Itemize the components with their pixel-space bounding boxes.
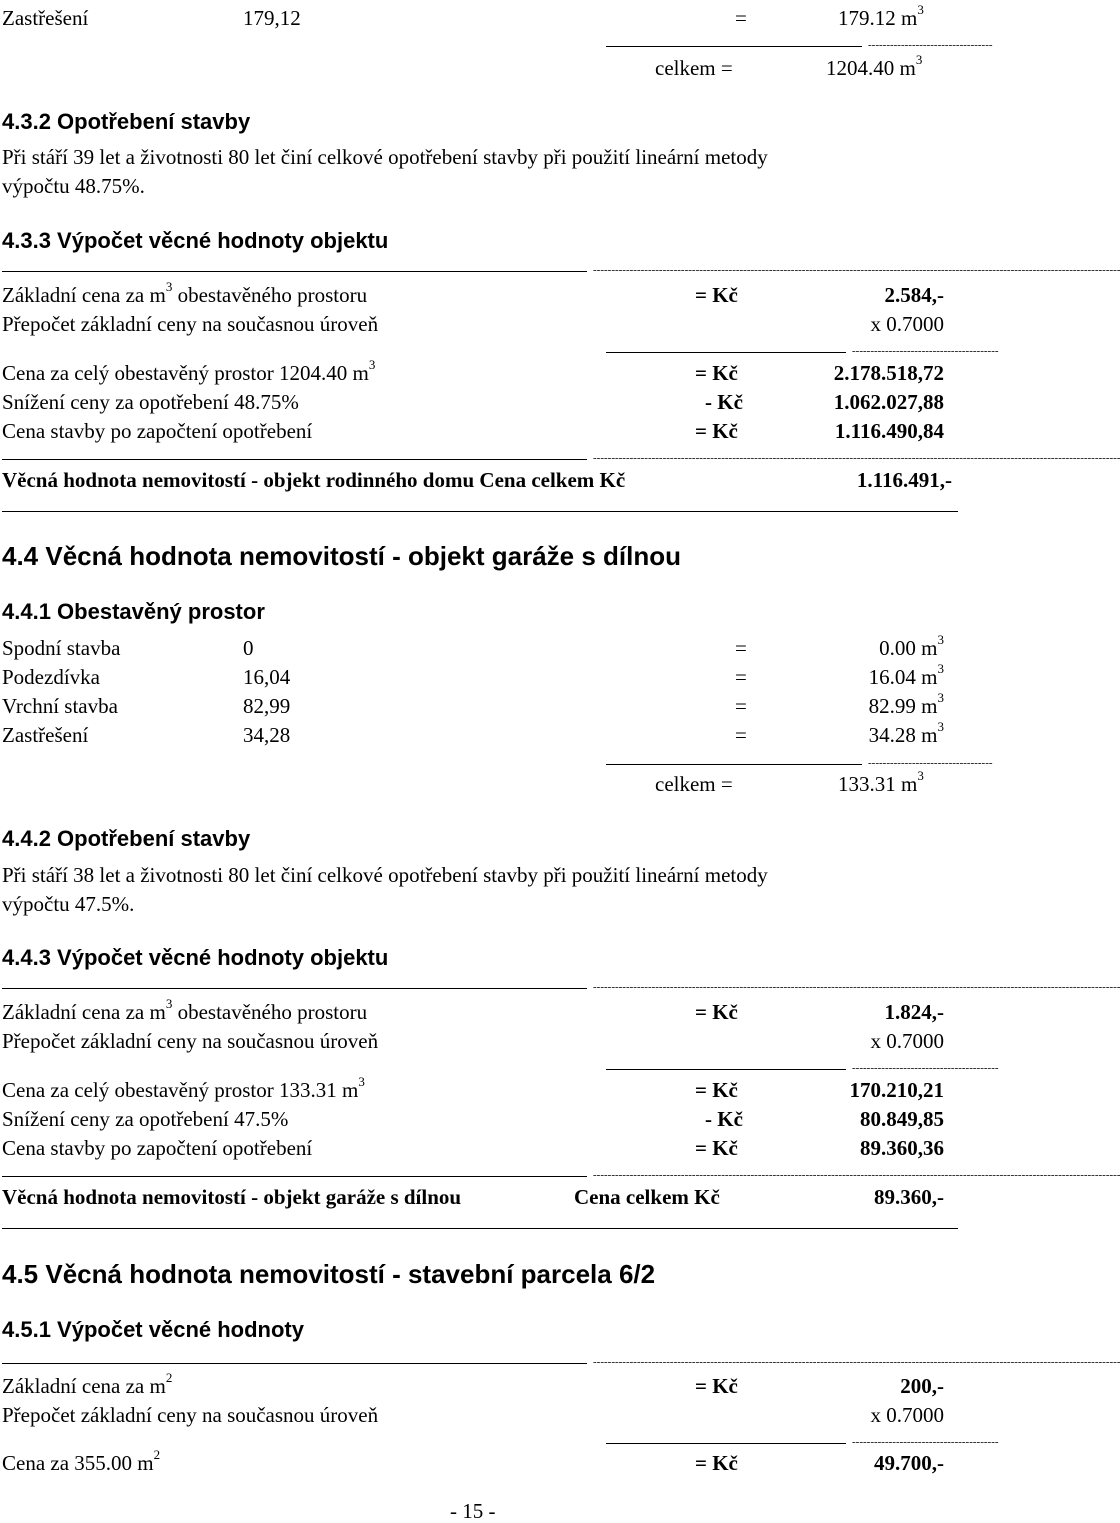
row-label: Cena za celý obestavěný prostor 133.31 $m^3$ [2, 1074, 365, 1102]
divider [2, 988, 587, 989]
row-value: 34.28 $m^3$ [868, 719, 944, 747]
paragraph-line: výpočtu 47.5%. [2, 892, 135, 916]
row-value: x 0.7000 [870, 1029, 944, 1053]
chapter-heading: 4.4 Věcná hodnota nemovitostí - objekt garáže s dílnou [2, 541, 682, 571]
total-value: 1204.40 $m^3$ [826, 52, 923, 80]
dashed-divider: ---------------------------------------- [852, 1062, 999, 1074]
divider [606, 1069, 846, 1070]
row-eq: = [735, 636, 747, 660]
divider [606, 352, 846, 353]
final-label-total: Cena celkem Kč [574, 1185, 720, 1209]
dashed-divider: ------------------------------------------------------------------------------------------------------------------------------------------------ [593, 264, 1120, 276]
row-value: 2.584,- [884, 283, 944, 307]
row-value: 200,- [900, 1374, 944, 1398]
row-op: - Kč [705, 1107, 743, 1131]
dashed-divider: ------------------------------------------------------------------------------------------------------------------------------------------------ [593, 981, 1120, 993]
row-value: 49.700,- [874, 1451, 944, 1475]
row-op: = Kč [695, 1451, 738, 1475]
row-label: Cena stavby po započtení opotřebení [2, 419, 313, 443]
row-label: Zastřešení [2, 6, 89, 30]
row-value: x 0.7000 [870, 312, 944, 336]
row-label: Základní cena za $m^2$ [2, 1370, 173, 1398]
total-label: celkem = [655, 56, 733, 80]
section-heading: 4.4.1 Obestavěný prostor [2, 599, 265, 624]
row-op: = Kč [695, 1374, 738, 1398]
row-input: 82,99 [243, 694, 291, 718]
paragraph-line: výpočtu 48.75%. [2, 174, 145, 198]
dashed-divider: ---------------------------------------- [852, 1436, 999, 1448]
section-heading: 4.3.3 Výpočet věcné hodnoty objektu [2, 228, 389, 253]
row-op: = Kč [695, 1136, 738, 1160]
dashed-divider: ---------------------------------- [868, 757, 993, 769]
row-value: 170.210,21 [849, 1078, 944, 1102]
row-op: = Kč [695, 1000, 738, 1024]
final-label: Věcná hodnota nemovitostí - objekt garáže s dílnou [2, 1185, 462, 1209]
row-eq: = [735, 723, 747, 747]
row-label: Cena stavby po započtení opotřebení [2, 1136, 313, 1160]
row-input: 0 [243, 636, 254, 660]
divider [2, 271, 587, 272]
row-op: = Kč [695, 419, 738, 443]
final-value: 1.116.491,- [856, 468, 952, 492]
section-heading: 4.4.2 Opotřebení stavby [2, 826, 251, 851]
row-label: Cena za 355.00 $m^2$ [2, 1447, 161, 1475]
section-heading: 4.4.3 Výpočet věcné hodnoty objektu [2, 945, 389, 970]
chapter-heading: 4.5 Věcná hodnota nemovitostí - stavební parcela 6/2 [2, 1259, 656, 1289]
row-label: Snížení ceny za opotřebení 47.5% [2, 1107, 289, 1131]
row-eq: = [735, 694, 747, 718]
dashed-divider: ------------------------------------------------------------------------------------------------------------------------------------------------ [593, 452, 1120, 464]
row-label: Cena za celý obestavěný prostor 1204.40 $m^3$ [2, 357, 376, 385]
row-label: Přepočet základní ceny na současnou úroveň [2, 1403, 379, 1427]
row-value: 82.99 $m^3$ [868, 690, 944, 718]
dashed-divider: ---------------------------------- [868, 39, 993, 51]
section-heading: 4.3.2 Opotřebení stavby [2, 109, 251, 134]
total-label: celkem = [655, 772, 733, 796]
page-number: - 15 - [450, 1499, 496, 1523]
row-value: 89.360,36 [860, 1136, 944, 1160]
divider [2, 1228, 958, 1229]
row-label: Podezdívka [2, 665, 100, 689]
row-value: 179.12 $m^3$ [838, 2, 924, 30]
row-label: Přepočet základní ceny na současnou úroveň [2, 312, 379, 336]
row-label: Spodní stavba [2, 636, 121, 660]
divider [606, 46, 862, 47]
divider [2, 1176, 587, 1177]
paragraph-line: Při stáří 38 let a životnosti 80 let činí celkové opotřebení stavby při použití lineární metody [2, 863, 768, 887]
dashed-divider: ---------------------------------------- [852, 345, 999, 357]
paragraph-line: Při stáří 39 let a životnosti 80 let činí celkové opotřebení stavby při použití lineární metody [2, 145, 768, 169]
row-value: x 0.7000 [870, 1403, 944, 1427]
row-eq: = [735, 665, 747, 689]
row-label: Přepočet základní ceny na současnou úroveň [2, 1029, 379, 1053]
divider [606, 764, 862, 765]
row-op: - Kč [705, 390, 743, 414]
divider [2, 511, 958, 512]
dashed-divider: ------------------------------------------------------------------------------------------------------------------------------------------------ [593, 1169, 1120, 1181]
row-label: Zastřešení [2, 723, 89, 747]
total-value: 133.31 $m^3$ [838, 768, 924, 796]
divider [606, 1443, 846, 1444]
row-op: = Kč [695, 1078, 738, 1102]
final-label: Věcná hodnota nemovitostí - objekt rodinného domu Cena celkem Kč [2, 468, 626, 492]
row-label: Základní cena za $m^3$ obestavěného prostoru [2, 996, 368, 1024]
row-eq: = [735, 6, 747, 30]
row-value: 0.00 $m^3$ [879, 632, 944, 660]
row-op: = Kč [695, 283, 738, 307]
row-label: Základní cena za $m^3$ obestavěného prostoru [2, 279, 368, 307]
final-value: 89.360,- [874, 1185, 944, 1209]
dashed-divider: ------------------------------------------------------------------------------------------------------------------------------------------------ [593, 1356, 1120, 1368]
row-value: 1.824,- [884, 1000, 944, 1024]
row-label: Snížení ceny za opotřebení 48.75% [2, 390, 299, 414]
row-value: 16.04 $m^3$ [868, 661, 944, 689]
row-label: Vrchní stavba [2, 694, 118, 718]
row-value: 1.062.027,88 [833, 390, 944, 414]
row-input: 34,28 [243, 723, 291, 747]
row-input: 179,12 [243, 6, 301, 30]
row-op: = Kč [695, 361, 738, 385]
row-value: 80.849,85 [860, 1107, 944, 1131]
row-input: 16,04 [243, 665, 291, 689]
row-value: 2.178.518,72 [833, 361, 944, 385]
divider [2, 459, 587, 460]
row-value: 1.116.490,84 [834, 419, 944, 443]
divider [2, 1363, 587, 1364]
section-heading: 4.5.1 Výpočet věcné hodnoty [2, 1317, 304, 1342]
